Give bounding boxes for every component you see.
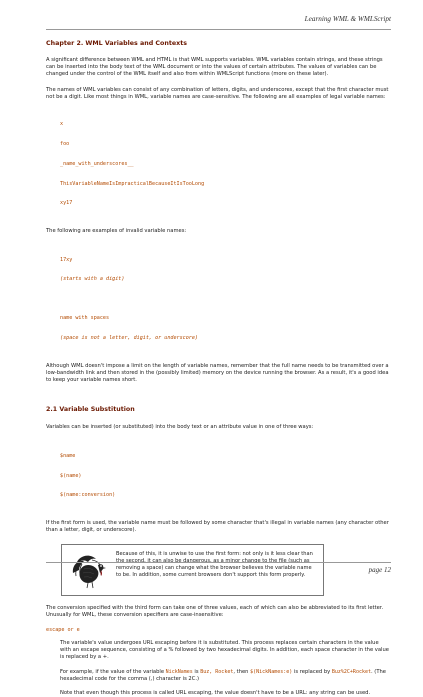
inline-code: Buz%2C+Rocket <box>331 668 371 675</box>
inline-code: NickNames <box>165 668 193 675</box>
note-text: Because of this, it is unwise to use the first form: not only is it less clear than the second, it can also be dangerous, as a minor change to the file (such as removing a space) can change what the browser believes the variable name to be. In addition, some current browsers don't support this form properly. <box>116 550 313 578</box>
header-rule <box>46 29 391 30</box>
legal-names-code <box>60 108 389 220</box>
running-header: Learning WML & WMLScript <box>304 15 391 23</box>
intro-paragraph-4: Although WML doesn't impose a limit on the length of variable names, remember that the full name needs to be transmitted over a low-bandwidth link and then stored in the (possibly limited) memory on the device running the browser. As a result, it's a good idea to keep your variable names short. <box>46 362 389 384</box>
footer-rule <box>46 562 391 563</box>
code-line: ThisVariableNameIsImpracticalBecauseItIsTooLong <box>60 180 205 187</box>
definition-term: escape or e <box>46 626 80 633</box>
text: , then <box>233 668 249 675</box>
chapter-heading: Chapter 2. WML Variables and Contexts <box>46 40 187 47</box>
section-heading: 2.1 Variable Substitution <box>46 406 135 414</box>
code-line: foo <box>60 140 70 147</box>
text: is replaced by <box>293 668 331 675</box>
substitution-forms-code <box>60 440 389 513</box>
intro-paragraph-1: A significant difference between WML and HTML is that WML supports variables. WML variables contain strings, and these strings can be inserted into the body text of the WML document or into the values of certain attributes. The values of variables can be changed under the control of the WML itself and also from within WMLScript functions (more on these later). <box>46 57 383 78</box>
inline-code: Buz, Rocket <box>200 668 234 675</box>
inline-code: $(NickNames:e) <box>250 668 293 675</box>
definition-paragraph-1: The variable's value undergoes URL escaping before it is substituted. This process replaces certain characters in the value with an escape sequence, consisting of a % followed by two hexadecimal digits. In addition, each space character in the value is replaced by a +. <box>60 639 389 661</box>
code-line: x <box>60 121 64 128</box>
code-line: $name <box>60 452 76 459</box>
section-paragraph-2: If the first form is used, the variable name must be followed by some character that's illegal in variable names (any character other than a letter, digit, or underscore). <box>46 520 389 534</box>
code-comment: (starts with a digit) <box>60 276 125 283</box>
code-comment: (space is not a letter, digit, or underscore) <box>60 335 199 342</box>
invalid-names-code <box>60 243 389 355</box>
definition-body <box>60 640 389 697</box>
definition-paragraph-2 <box>60 669 389 683</box>
code-line: name with spaces <box>60 315 110 322</box>
text: For example, if the value of the variable <box>60 668 165 675</box>
intro-paragraph-3: The following are examples of invalid variable names: <box>46 228 187 235</box>
turkey-icon <box>70 551 110 589</box>
code-line: $(name) <box>60 472 82 479</box>
page-number: page 12 <box>368 566 391 574</box>
code-line: 17xy <box>60 256 73 263</box>
definition-paragraph-3: Note that even though this process is called URL escaping, the value doesn't have to be a URL: any string can be used. <box>60 689 371 696</box>
code-line: _name_with_underscores__ <box>60 160 134 167</box>
text: is <box>194 668 199 675</box>
page-content <box>46 40 389 697</box>
intro-paragraph-2: The names of WML variables can consist of any combination of letters, digits, and underscores, except that the first character must not be a digit. Like most things in WML, variable names are case-sensitive. The following are all examples of legal variable names: <box>46 86 389 100</box>
section-paragraph-1: Variables can be inserted (or substituted) into the body text or an attribute value in one of three ways: <box>46 424 314 431</box>
code-line: $(name:conversion) <box>60 492 116 499</box>
text: . (The hexadecimal code for the comma (,) character is 2C.) <box>60 668 386 682</box>
section-paragraph-3: The conversion specified with the third form can take one of three values, each of which can also be abbreviated to its first letter. Unusually for WML, these conversion specifiers are case-insensitive: <box>46 604 384 618</box>
note-box <box>61 544 324 596</box>
code-line: xy17 <box>60 200 73 207</box>
